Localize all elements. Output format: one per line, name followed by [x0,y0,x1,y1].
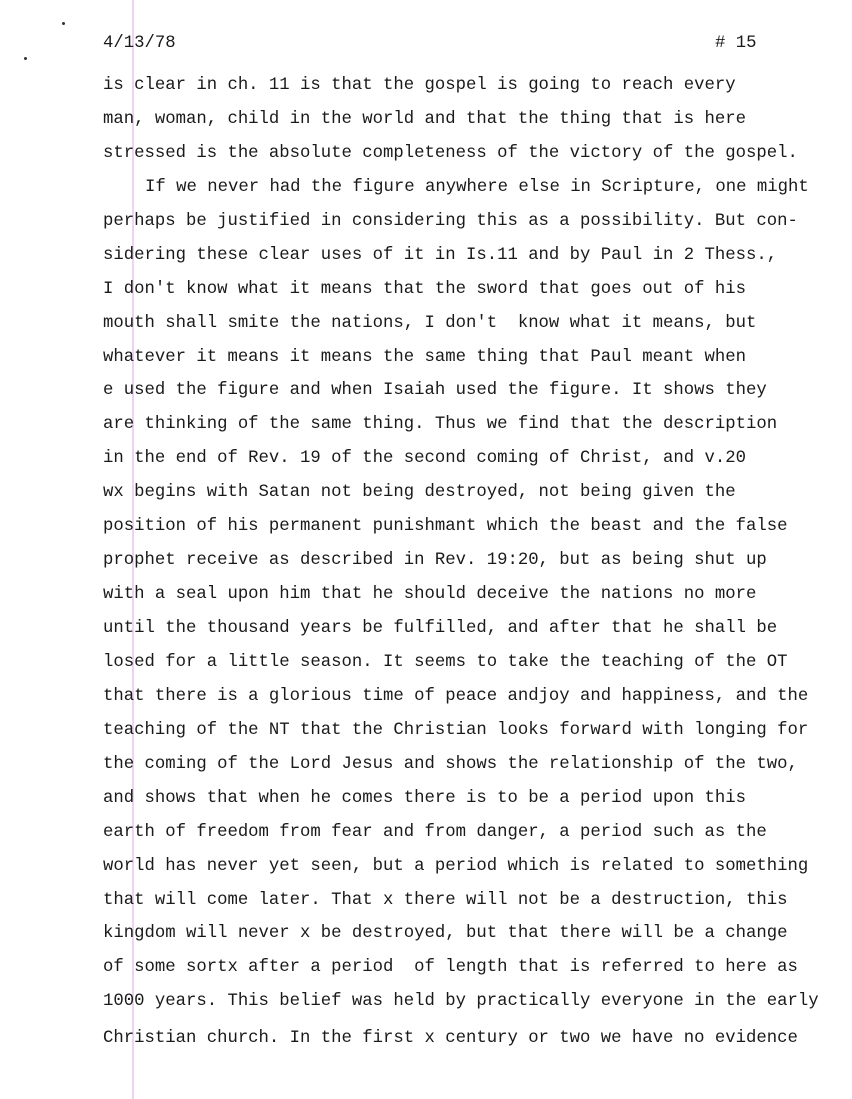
text-line: in the end of Rev. 19 of the second coming of Christ, and v.20 [103,449,746,469]
text-line: I don't know what it means that the sword that goes out of his [103,279,746,299]
text-line: man, woman, child in the world and that the thing that is here [103,109,746,129]
text-line: are thinking of the same thing. Thus we find that the description [103,415,778,435]
page-number: # 15 [715,34,757,53]
text-line: perhaps be justified in considering this as a possibility. But con- [103,211,798,231]
text-line: If we never had the figure anywhere else in Scripture, one might [145,177,809,197]
speck [24,57,27,60]
text-line: is clear in ch. 11 is that the gospel is going to reach every [103,76,736,95]
text-line: 1000 years. This belief was held by practically everyone in the early [103,992,819,1012]
text-line: position of his permanent punishmant which the beast and the false [103,517,788,537]
text-line: with a seal upon him that he should deceive the nations no more [103,585,757,605]
text-line: prophet receive as described in Rev. 19:20, but as being shut up [103,551,767,571]
text-line: earth of freedom from fear and from danger, a period such as the [103,822,767,842]
speck [62,22,65,25]
text-line: whatever it means it means the same thing that Paul meant when [103,347,746,367]
text-line: Christian church. In the first x century or two we have no evidence [103,1029,798,1049]
text-line: that will come later. That x there will not be a destruction, this [103,890,788,910]
typewritten-body [103,69,833,1056]
text-line: of some sortx after a period of length that is referred to here as [103,958,798,978]
text-line: that there is a glorious time of peace andjoy and happiness, and the [103,686,809,706]
text-line: the coming of the Lord Jesus and shows the relationship of the two, [103,754,798,774]
date: 4/13/78 [103,34,176,53]
text-line: teaching of the NT that the Christian looks forward with longing for [103,720,809,740]
text-line: stressed is the absolute completeness of the victory of the gospel. [103,143,798,163]
text-line: sidering these clear uses of it in Is.11 and by Paul in 2 Thess., [103,245,778,265]
text-line: losed for a little season. It seems to take the teaching of the OT [103,652,788,672]
text-line: world has never yet seen, but a period which is related to something [103,856,809,876]
text-line: until the thousand years be fulfilled, and after that he shall be [103,619,778,638]
text-line: e used the figure and when Isaiah used the figure. It shows they [103,381,767,401]
text-line: kingdom will never x be destroyed, but that there will be a change [103,924,788,944]
text-line: mouth shall smite the nations, I don't know what it means, but [103,313,757,333]
text-line: wx begins with Satan not being destroyed, not being given the [103,483,736,503]
text-line: and shows that when he comes there is to be a period upon this [103,788,746,808]
